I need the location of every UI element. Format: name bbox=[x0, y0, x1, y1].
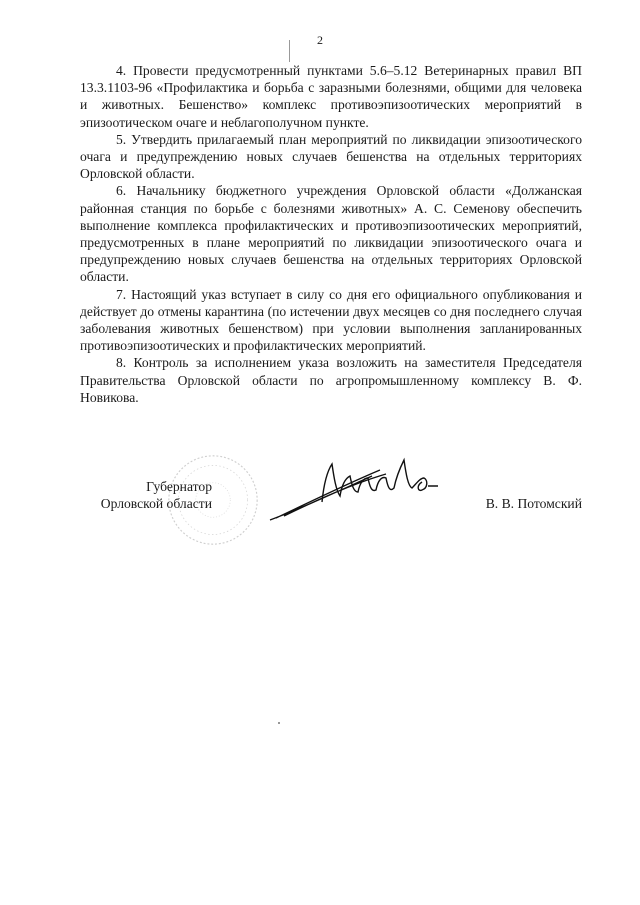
signer-title bbox=[80, 478, 212, 512]
signer-title-line2: Орловской области bbox=[100, 496, 212, 511]
paragraph-4: 4. Провести предусмотренный пунктами 5.6–5.12 Ветеринарных правил ВП 13.3.1103-96 «Профилактика и борьба с заразными болезнями, общими для человека и животных. Бешенство» комплекс противоэпизоотических мероприятий в эпизоотическом очаге и неблагополучном пункте. bbox=[80, 63, 582, 130]
signer-name: В. В. Потомский bbox=[485, 496, 582, 511]
document-body bbox=[80, 62, 582, 406]
paragraph-7: 7. Настоящий указ вступает в силу со дня его официального опубликования и действует до отмены карантина (по истечении двух месяцев со дня последнего случая заболевания животных бешенством) при условии выполнения запланированных противоэпизоотических и профилактических мероприятий. bbox=[80, 286, 582, 354]
handwritten-signature bbox=[262, 456, 452, 526]
scan-dot bbox=[278, 722, 280, 724]
paragraph-5: 5. Утвердить прилагаемый план мероприятий по ликвидации эпизоотического очага и предупреждению новых случаев бешенства на отдельных территориях Орловской области. bbox=[80, 131, 582, 182]
paragraph-8: 8. Контроль за исполнением указа возложить на заместителя Председателя Правительства Орловской области по агропромышленному комплексу В. Ф. Новикова. bbox=[80, 355, 582, 405]
page-number: 2 bbox=[317, 33, 323, 47]
paragraph-6: 6. Начальнику бюджетного учреждения Орловской области «Должанская районная станция по борьбе с болезнями животных» А. С. Семенову обеспечить выполнение комплекса профилактических и противоэпизоотических мероприятий, предусмотренных в плане мероприятий по ликвидации эпизоотического очага и предупреждению новых случаев бешенства на отдельных территориях Орловской области. bbox=[80, 183, 582, 285]
signature-block bbox=[80, 478, 582, 538]
signer-title-line1: Губернатор bbox=[146, 479, 212, 494]
scan-mark bbox=[289, 40, 290, 62]
